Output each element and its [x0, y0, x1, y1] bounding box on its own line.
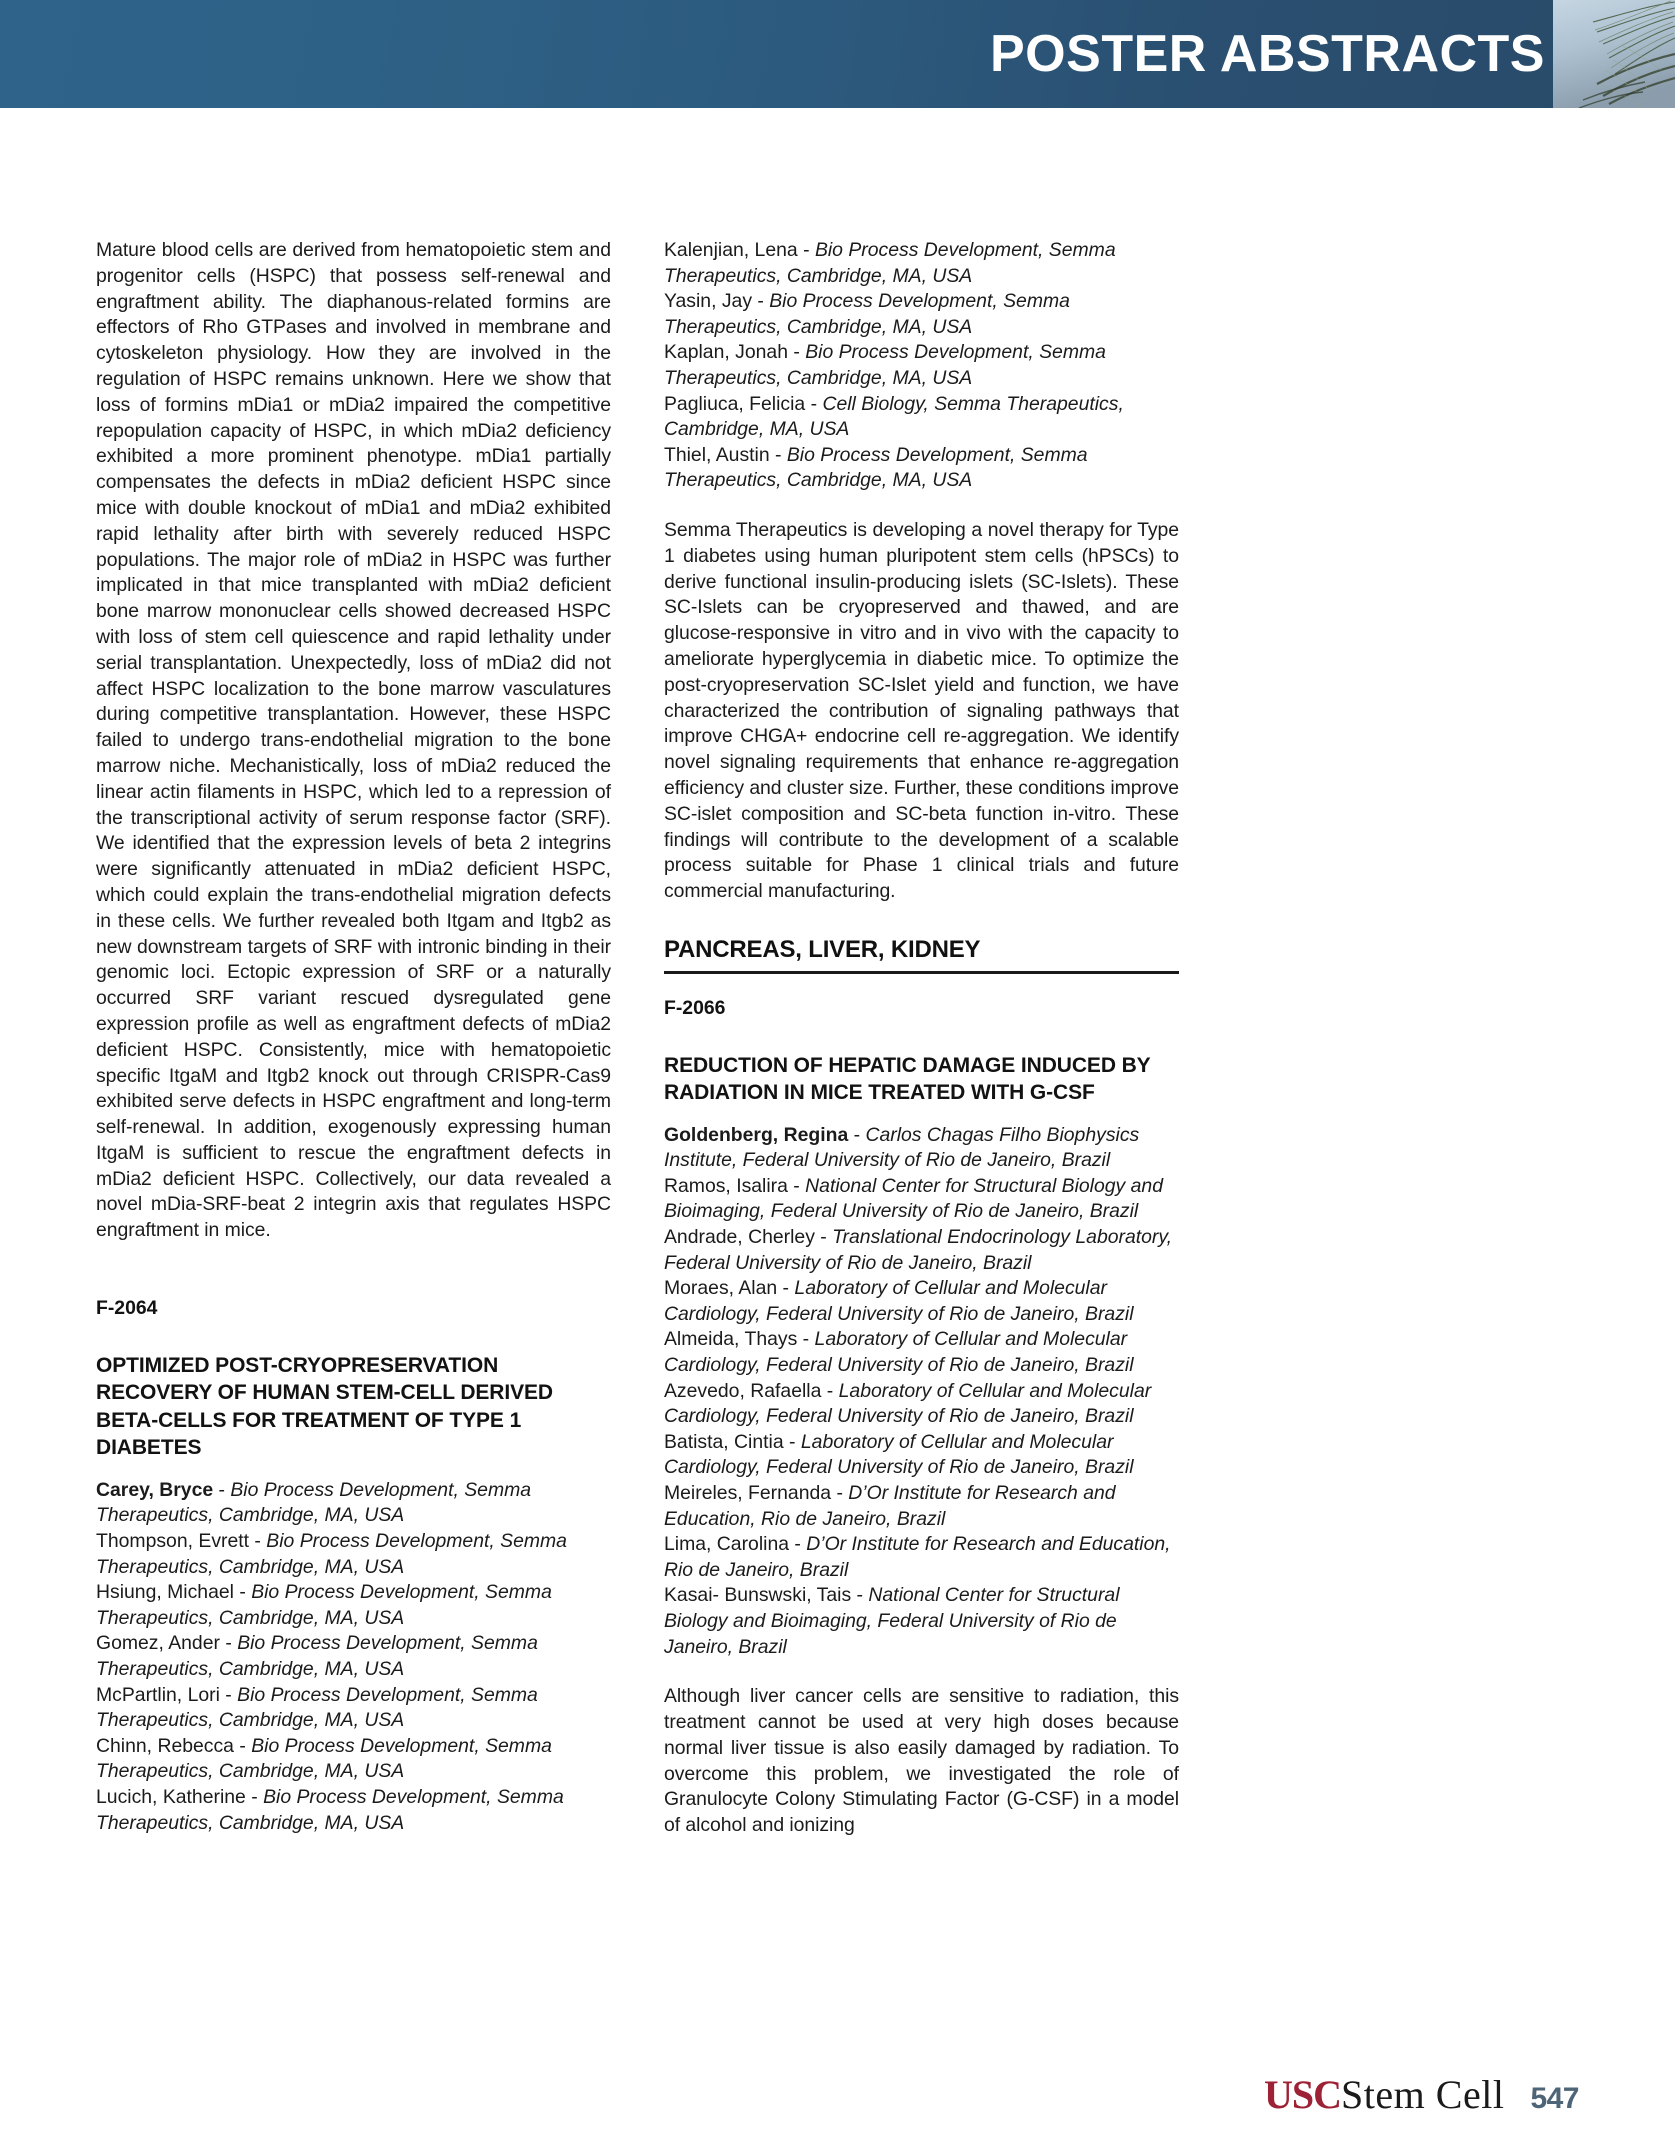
palm-tree-photo: [1553, 0, 1675, 108]
author-name: Kasai- Bunswski, Tais: [664, 1584, 852, 1607]
right-column: [664, 238, 1179, 1860]
continued-abstract-paragraph: Mature blood cells are derived from hematopoietic stem and progenitor cells (HSPC) that possess self-renewal and engraftment ability. The diaphanous-related formins are effectors of Rho GTPases and involved in membrane and cytoskeleton physiology. How they are involved in the regulation of HSPC remains unknown. Here we show that loss of formins mDia1 or mDia2 impaired the competitive repopulation capacity of HSPC, in which mDia2 deficiency exhibited a more prominent phenotype. mDia1 partially compensates the defects in mDia2 deficient HSPC since mice with double knockout of mDia1 and mDia2 exhibited rapid lethality after birth with severely reduced HSPC populations. The major role of mDia2 in HSPC was further implicated in that mice transplanted with mDia2 deficient bone marrow mononuclear cells showed decreased HSPC with loss of stem cell quiescence and rapid lethality under serial transplantation. Unexpectedly, loss of mDia2 did not affect HSPC localization to the bone marrow vasculatures during competitive transplantation. However, these HSPC failed to undergo trans-endothelial migration to the bone marrow niche. Mechanistically, loss of mDia2 reduced the linear actin filaments in HSPC, which led to a repression of the transcriptional activity of serum response factor (SRF). We identified that the expression levels of beta 2 integrins were significantly attenuated in mDia2 deficient HSPC, which could explain the trans-endothelial migration defects in these cells. We further revealed both Itgam and Itgb2 as new downstream targets of SRF with intronic binding in their genomic loci. Ectopic expression of SRF or a naturally occurred SRF variant rescued dysregulated gene expression profile as well as engraftment defects of mDia2 deficient HSPC. Consistently, mice with hematopoietic specific ItgaM and Itgb2 knock out through CRISPR-Cas9 exhibited serve defects in HSPC engraftment and long-term self-renewal. In addition, exogenously expressing human ItgaM is sufficient to rescue the engraftment defects in mDia2 deficient HSPC. Collectively, our data revealed a novel mDia-SRF-beat 2 integrin axis that regulates HSPC engraftment in mice.: [96, 239, 611, 1242]
author-affiliation: National Center for Structural Biology and Bioimaging, Federal University of Rio de Janeiro, Brazil: [664, 1584, 1120, 1658]
author-entry: [664, 340, 1179, 391]
author-name: Batista, Cintia: [664, 1430, 784, 1453]
author-affiliation: Translational Endocrinology Laboratory, Federal University of Rio de Janeiro, Brazil: [664, 1226, 1173, 1274]
author-name: Gomez, Ander: [96, 1632, 220, 1655]
author-entry: [664, 289, 1179, 340]
left-column: [96, 238, 611, 1860]
author-separator: -: [788, 341, 806, 364]
author-separator: -: [797, 1328, 815, 1351]
author-separator: -: [787, 1174, 806, 1197]
author-affiliation: Bio Process Development, Semma Therapeutics, Cambridge, MA, USA: [96, 1478, 532, 1527]
section-heading-block: [664, 935, 1179, 974]
author-affiliation: D’Or Institute for Research and Education, Rio de Janeiro, Brazil: [664, 1482, 1116, 1530]
author-name: Carey, Bryce: [96, 1478, 214, 1501]
author-entry: [664, 1276, 1179, 1327]
author-affiliation: Bio Process Development, Semma Therapeutics, Cambridge, MA, USA: [664, 239, 1116, 287]
author-affiliation: Bio Process Development, Semma Therapeutics, Cambridge, MA, USA: [96, 1786, 564, 1834]
author-name: Meireles, Fernanda: [664, 1482, 832, 1504]
author-affiliation: D’Or Institute for Research and Education, Rio de Janeiro, Brazil: [664, 1533, 1171, 1581]
author-name: Thiel, Austin: [664, 443, 770, 466]
author-entry: [664, 1379, 1179, 1430]
author-separator: -: [789, 1533, 807, 1556]
author-affiliation: Carlos Chagas Filho Biophysics Institute, Federal University of Rio de Janeiro, Brazil: [664, 1123, 1140, 1172]
author-name: Kaplan, Jonah: [664, 341, 788, 364]
abstract-body-f2064: Semma Therapeutics is developing a novel therapy for Type 1 diabetes using human pluripotent stem cells (hPSCs) to derive functional insulin-producing islets (SC-Islets). These SC-Islets can be cryopreserved and thawed, and are glucose-responsive in vitro and in vivo with the capacity to ameliorate hyperglycemia in diabetic mice. To optimize the post-cryopreservation SC-Islet yield and function, we have characterized the contribution of signaling pathways that improve CHGA+ endocrine cell re-aggregation. We identify novel signaling requirements that enhance re-aggregation efficiency and cluster size. Further, these conditions improve SC-islet composition and SC-beta function in-vitro. These findings will contribute to the development of a scalable process suitable for Phase 1 clinical trials and future commercial manufacturing.: [664, 518, 1179, 903]
author-entry: [664, 1583, 1179, 1660]
author-separator: -: [219, 1683, 238, 1706]
footer-inner: [1264, 2074, 1579, 2116]
author-name: Lima, Carolina: [664, 1533, 790, 1556]
author-affiliation: Bio Process Development, Semma Therapeutics, Cambridge, MA, USA: [664, 290, 1070, 338]
author-affiliation: Bio Process Development, Semma Therapeutics, Cambridge, MA, USA: [96, 1530, 567, 1578]
page-footer: [96, 2060, 1579, 2116]
author-separator: -: [752, 290, 770, 313]
author-separator: -: [805, 392, 823, 415]
author-affiliation: National Center for Structural Biology and Bioimaging, Federal University of Rio de Janeiro, Brazil: [664, 1174, 1163, 1223]
author-entry: [96, 1478, 611, 1529]
usc-logo-mark: USC: [1264, 2072, 1342, 2117]
author-entry: [664, 1327, 1179, 1378]
author-name: Almeida, Thays: [664, 1328, 798, 1351]
page-title: POSTER ABSTRACTS: [990, 25, 1545, 83]
author-affiliation: Laboratory of Cellular and Molecular Cardiology, Federal University of Rio de Janeiro, Brazil: [664, 1379, 1152, 1428]
author-separator: -: [769, 443, 787, 466]
author-affiliation: Bio Process Development, Semma Therapeutics, Cambridge, MA, USA: [96, 1581, 552, 1629]
author-separator: -: [821, 1379, 839, 1402]
author-separator: -: [213, 1478, 231, 1501]
author-affiliation: Bio Process Development, Semma Therapeutics, Cambridge, MA, USA: [664, 443, 1088, 492]
author-entry: [664, 1481, 1179, 1532]
spacer: [96, 1266, 611, 1296]
author-entry: [664, 1123, 1179, 1174]
author-separator: -: [797, 239, 815, 261]
author-affiliation: Bio Process Development, Semma Therapeutics, Cambridge, MA, USA: [96, 1632, 538, 1681]
usc-logo-word: Stem Cell: [1341, 2072, 1505, 2117]
author-affiliation: Bio Process Development, Semma Therapeutics, Cambridge, MA, USA: [96, 1734, 552, 1783]
author-affiliation: Bio Process Development, Semma Therapeutics, Cambridge, MA, USA: [96, 1683, 538, 1732]
author-entry: [96, 1580, 611, 1631]
author-name: Pagliuca, Felicia: [664, 392, 806, 415]
section-heading-pancreas-liver-kidney: PANCREAS, LIVER, KIDNEY: [664, 935, 981, 963]
abstract-title-f2064: OPTIMIZED POST-CRYOPRESERVATION RECOVERY OF HUMAN STEM-CELL DERIVED BETA-CELLS FOR TREATMENT OF TYPE 1 DIABETES: [96, 1353, 553, 1460]
author-separator: -: [777, 1277, 795, 1300]
author-list-f2064: [96, 1478, 611, 1836]
author-separator: -: [851, 1584, 869, 1607]
author-list-f2064-continued: [664, 238, 1179, 494]
author-affiliation: Bio Process Development, Semma Therapeutics, Cambridge, MA, USA: [664, 341, 1106, 389]
author-name: Moraes, Alan: [664, 1277, 778, 1300]
author-name: Thompson, Evrett: [96, 1530, 250, 1553]
author-entry: [664, 1225, 1179, 1276]
section-heading-rule: [664, 971, 1179, 974]
author-name: Kalenjian, Lena: [664, 239, 798, 261]
author-affiliation: Laboratory of Cellular and Molecular Cardiology, Federal University of Rio de Janeiro, Brazil: [664, 1328, 1134, 1377]
author-name: Azevedo, Rafaella: [664, 1379, 822, 1402]
author-separator: -: [814, 1226, 833, 1249]
author-name: Lucich, Katherine: [96, 1786, 246, 1808]
author-separator: -: [249, 1530, 267, 1553]
author-name: Yasin, Jay: [664, 290, 753, 313]
author-separator: -: [233, 1581, 252, 1604]
author-affiliation: Laboratory of Cellular and Molecular Cardiology, Federal University of Rio de Janeiro, Brazil: [664, 1277, 1134, 1325]
author-entry: [96, 1734, 611, 1785]
author-entry: [96, 1529, 611, 1580]
page-header-banner: [0, 0, 1675, 108]
author-entry: [664, 1430, 1179, 1481]
author-name: McPartlin, Lori: [96, 1683, 220, 1706]
author-entry: [664, 238, 1179, 289]
author-list-f2066: [664, 1123, 1179, 1660]
author-name: Ramos, Isalira: [664, 1174, 788, 1197]
author-name: Hsiung, Michael: [96, 1581, 234, 1604]
page-number: 547: [1530, 2082, 1579, 2115]
usc-stem-cell-logo: [1264, 2074, 1504, 2116]
author-entry: [664, 1532, 1179, 1583]
author-separator: -: [848, 1123, 866, 1146]
author-separator: -: [831, 1482, 849, 1504]
author-affiliation: Laboratory of Cellular and Molecular Cardiology, Federal University of Rio de Janeiro, Brazil: [664, 1430, 1134, 1479]
two-column-layout: [96, 238, 1579, 1860]
author-name: Goldenberg, Regina: [664, 1123, 849, 1146]
author-name: Chinn, Rebecca: [96, 1734, 234, 1757]
author-separator: -: [245, 1786, 264, 1808]
author-affiliation: Cell Biology, Semma Therapeutics, Cambridge, MA, USA: [664, 392, 1124, 441]
abstract-code-f2066: F-2066: [664, 996, 726, 1019]
author-entry: [664, 1174, 1179, 1225]
author-separator: -: [219, 1632, 238, 1655]
author-entry: [96, 1785, 611, 1836]
author-entry: [664, 443, 1179, 494]
page-content: [0, 108, 1675, 2150]
author-entry: [96, 1683, 611, 1734]
abstract-title-f2066: REDUCTION OF HEPATIC DAMAGE INDUCED BY RADIATION IN MICE TREATED WITH G-CSF: [664, 1053, 1151, 1105]
author-entry: [96, 1631, 611, 1682]
abstract-code-f2064: F-2064: [96, 1297, 158, 1320]
author-name: Andrade, Cherley: [664, 1226, 815, 1249]
author-separator: -: [783, 1430, 801, 1453]
author-separator: -: [233, 1734, 252, 1757]
author-entry: [664, 392, 1179, 443]
abstract-body-f2066: Although liver cancer cells are sensitive to radiation, this treatment cannot be used at very high doses because normal liver tissue is also easily damaged by radiation. To overcome this problem, we investigated the role of Granulocyte Colony Stimulating Factor (G-CSF) in a model of alcohol and ionizing: [664, 1685, 1179, 1837]
